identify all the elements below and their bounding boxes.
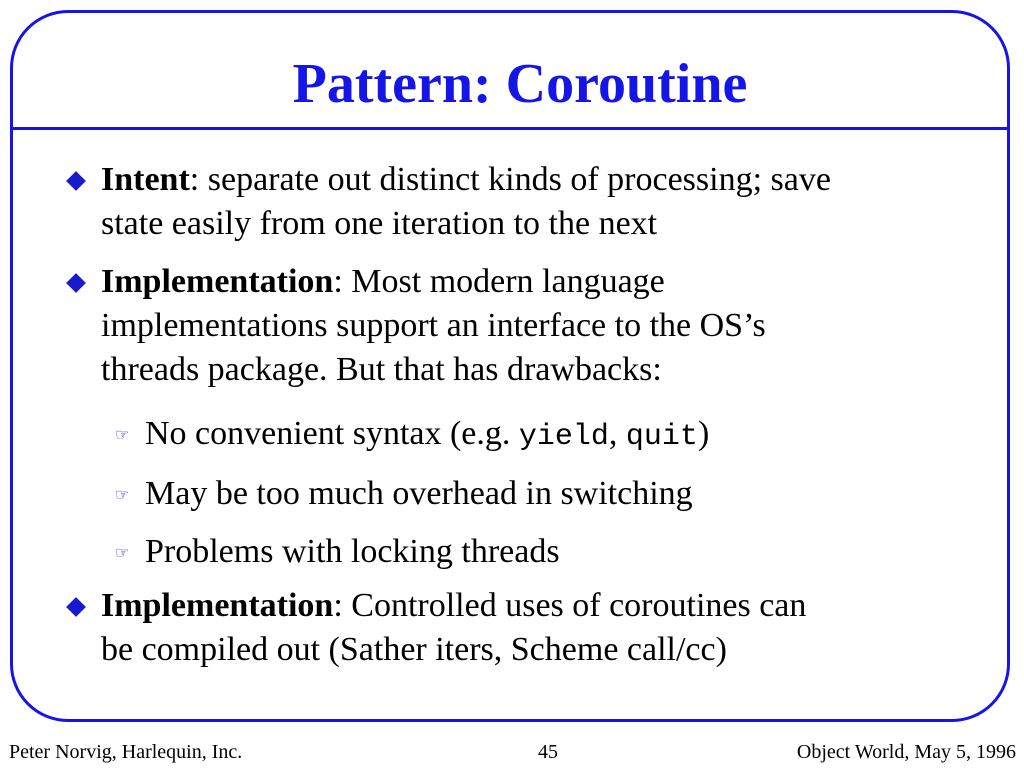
footer-page-number: 45	[538, 741, 558, 763]
bullet-text: be compiled out (Sather iters, Scheme call/cc)	[101, 631, 727, 668]
subbullet-overhead: May be too much overhead in switching	[145, 475, 693, 512]
subbullet-text: )	[697, 415, 710, 452]
code-quit: quit	[625, 420, 698, 454]
bullet-separator: :	[189, 161, 200, 198]
pointing-hand-icon: ☞	[115, 545, 130, 562]
title-divider	[13, 127, 1007, 130]
bullet-intent	[101, 158, 981, 246]
pointing-hand-icon: ☞	[115, 487, 130, 504]
bullet-separator: :	[333, 587, 343, 624]
bullet-text: state easily from one iteration to the next	[101, 205, 658, 242]
footer-event-date: Object World, May 5, 1996	[796, 741, 1016, 763]
pointing-hand-icon: ☞	[115, 427, 130, 444]
bullet-text: implementations support an interface to the OS’s	[101, 307, 766, 344]
bullet-term: Implementation	[101, 587, 334, 624]
bullet-term: Intent	[101, 161, 190, 198]
bullet-term: Implementation	[101, 263, 334, 300]
subbullet-syntax	[145, 412, 709, 459]
bullet-text: threads package. But that has drawbacks:	[101, 351, 662, 388]
bullet-text: Controlled uses of coroutines can	[342, 587, 807, 624]
bullet-separator: :	[333, 263, 343, 300]
subbullet-locking: Problems with locking threads	[145, 533, 560, 570]
bullet-implementation-2	[101, 584, 981, 672]
subbullet-text: No convenient syntax (e.g.	[145, 415, 519, 452]
slide-title: Pattern: Coroutine	[292, 53, 748, 115]
bullet-text: Most modern language	[342, 263, 665, 300]
code-yield: yield	[518, 420, 609, 454]
bullet-text: separate out distinct kinds of processing; save	[199, 161, 831, 198]
footer-author: Peter Norvig, Harlequin, Inc.	[9, 741, 243, 763]
bullet-implementation-1	[101, 260, 981, 392]
subbullet-text: ,	[608, 415, 626, 452]
